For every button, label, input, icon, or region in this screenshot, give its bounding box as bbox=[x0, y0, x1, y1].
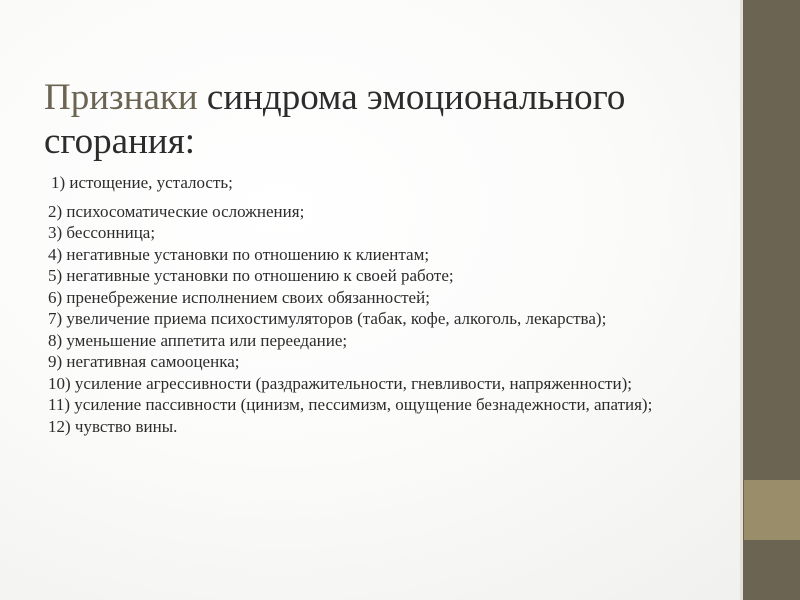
list-item: 12) чувство вины. bbox=[48, 416, 178, 436]
list-item: 1) истощение, усталость; bbox=[51, 173, 233, 192]
list-item: 4) негативные установки по отношению к клиентам; bbox=[48, 244, 430, 264]
symptom-list bbox=[48, 172, 688, 437]
list-item: 5) негативные установки по отношению к своей работе; bbox=[48, 266, 454, 285]
slide-title bbox=[44, 76, 724, 164]
sidebar-divider bbox=[740, 0, 743, 600]
title-rest: синдрома эмоционального сгорания: bbox=[44, 77, 626, 162]
list-item: 11) усиление пассивности (цинизм, пессимизм, ощущение безнадежности, апатия); bbox=[48, 395, 653, 414]
list-item: 10) усиление агрессивности (раздражительности, гневливости, напряженности); bbox=[48, 373, 632, 393]
sidebar-accent-block bbox=[744, 480, 800, 540]
list-item: 3) бессонница; bbox=[48, 223, 156, 242]
list-item: 6) пренебрежение исполнением своих обязанностей; bbox=[48, 287, 430, 307]
list-item: 9) негативная самооценка; bbox=[48, 352, 240, 371]
list-item: 2) психосоматические осложнения; bbox=[48, 201, 305, 221]
title-accent-word: Признаки bbox=[44, 77, 198, 118]
list-item: 8) уменьшение аппетита или переедание; bbox=[48, 330, 348, 350]
list-item: 7) увеличение приема психостимуляторов (табак, кофе, алкоголь, лекарства); bbox=[48, 309, 607, 328]
